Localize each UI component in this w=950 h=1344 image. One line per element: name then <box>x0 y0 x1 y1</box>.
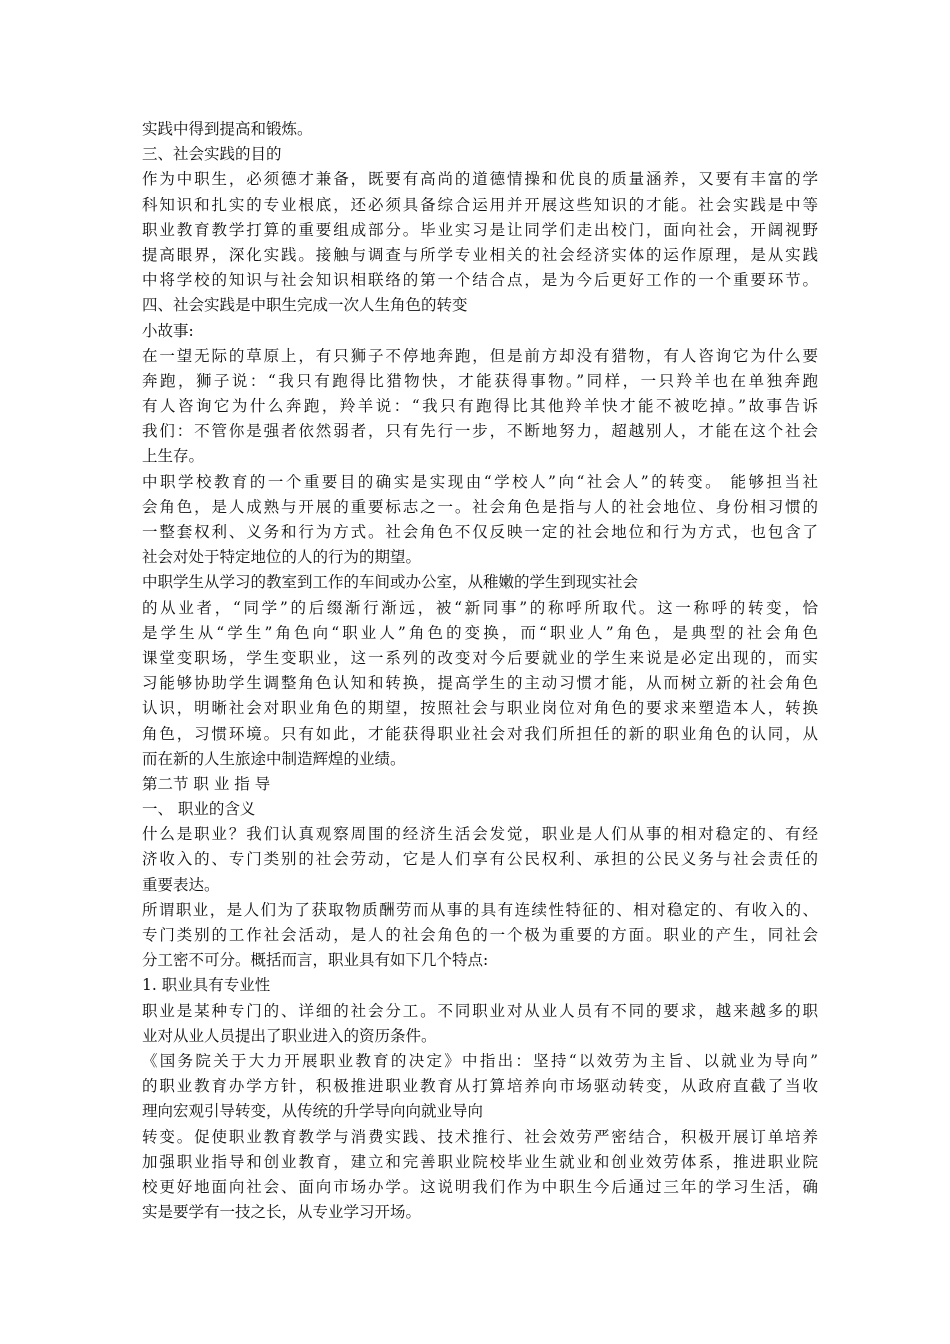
text-line: 中职学校教育的一个重要目的确实是实现由“学校人”向“社会人”的转变。 能够担当社 <box>142 472 818 491</box>
text-line: 所谓职业，是人们为了获取物质酬劳而从事的具有连续性特征的、相对稳定的、有收入的、 <box>142 900 818 919</box>
section-heading: 三、社会实践的目的 <box>142 145 282 164</box>
text-line: 《国务院关于大力开展职业教育的决定》中指出：坚持“以效劳为主旨、以就业为导向” <box>142 1051 818 1070</box>
text-line: 是学生从“学生”角色向“职业人”角色的变换，而“职业人”角色，是典型的社会角色 <box>142 623 818 642</box>
text-line: 上生存。 <box>142 447 205 466</box>
text-line: 社会对处于特定地位的人的行为的期望。 <box>142 548 422 567</box>
section-heading: 一、 职业的含义 <box>142 800 256 819</box>
text-line: 一整套权利、义务和行为方式。社会角色不仅反映一定的社会地位和行为方式，也包含了 <box>142 523 818 541</box>
text-line: 转变。促使职业教育教学与消费实践、技术推行、社会效劳严密结合，积极开展订单培养 <box>142 1127 818 1146</box>
text-line: 习能够协助学生调整角色认知和转换，提高学生的主动习惯才能，从而树立新的社会角色 <box>142 674 818 693</box>
text-line: 的职业教育办学方针，积极推进职业教育从打算培养向市场驱动转变，从政府直截了当收 <box>142 1077 818 1096</box>
text-line: 分工密不可分。概括而言，职业具有如下几个特点: <box>142 951 489 970</box>
text-line: 奔跑，狮子说：“我只有跑得比猎物快，才能获得事物。”同样，一只羚羊也在单独奔跑 <box>142 371 818 390</box>
text-line: 作为中职生，必须德才兼备，既要有高尚的道德情操和优良的质量涵养，又要有丰富的学 <box>142 170 818 189</box>
text-line: 有人咨询它为什么奔跑，羚羊说：“我只有跑得比其他羚羊快才能不被吃掉。”故事告诉 <box>142 397 818 416</box>
text-line: 加强职业指导和创业教育，建立和完善职业院校毕业生就业和创业效劳体系，推进职业院 <box>142 1152 818 1171</box>
text-line: 职业是某种专门的、详细的社会分工。不同职业对从业人员有不同的要求，越来越多的职 <box>142 1001 818 1020</box>
text-line: 实践中得到提高和锻炼。 <box>142 120 313 138</box>
text-line: 提高眼界，深化实践。接触与调查与所学专业相关的社会经济实体的运作原理，是从实践 <box>142 245 818 264</box>
text-line: 我们：不管你是强者依然弱者，只有先行一步，不断地努力，超越别人，才能在这个社会 <box>142 422 818 441</box>
text-line: 的从业者，“同学”的后缀渐行渐远，被“新同事”的称呼所取代。这一称呼的转变，恰 <box>142 598 818 617</box>
text-line: 认识，明晰社会对职业角色的期望，按照社会与职业岗位对角色的要求来塑造本人，转换 <box>142 699 818 718</box>
document-body <box>142 117 818 1225</box>
text-line: 什么是职业？我们认真观察周围的经济生活会发觉，职业是人们从事的相对稳定的、有经 <box>142 825 818 844</box>
text-line: 会角色，是人成熟与开展的重要标志之一。社会角色是指与人的社会地位、身份相习惯的 <box>142 497 818 516</box>
text-line: 中将学校的知识与社会知识相联络的第一个结合点，是为今后更好工作的一个重要环节。 <box>142 271 818 290</box>
text-line: 中职学生从学习的教室到工作的车间或办公室，从稚嫩的学生到现实社会 <box>142 573 639 592</box>
section-heading: 第二节 职 业 指 导 <box>142 774 271 793</box>
text-line: 实是要学有一技之长，从专业学习开场。 <box>142 1203 422 1222</box>
text-line: 理向宏观引导转变，从传统的升学导向向就业导向 <box>142 1102 484 1121</box>
text-line: 而在新的人生旅途中制造辉煌的业绩。 <box>142 749 406 768</box>
text-line: 科知识和扎实的专业根底，还必须具备综合运用并开展这些知识的才能。社会实践是中等 <box>142 195 818 214</box>
text-line: 重要表达。 <box>142 875 220 894</box>
text-line: 校更好地面向社会、面向市场办学。这说明我们作为中职生今后通过三年的学习生活，确 <box>142 1177 818 1196</box>
text-line: 角色，习惯环境。只有如此，才能获得职业社会对我们所担任的新的职业角色的认同，从 <box>142 724 818 743</box>
section-heading: 1. 职业具有专业性 <box>142 976 271 995</box>
text-line: 在一望无际的草原上，有只狮子不停地奔跑，但是前方却没有猎物，有人咨询它为什么要 <box>142 346 818 365</box>
text-line: 业对从业人员提出了职业进入的资历条件。 <box>142 1026 437 1045</box>
text-line: 课堂变职场，学生变职业，这一系列的改变对今后要就业的学生来说是必定出现的，而实 <box>142 648 818 667</box>
section-heading: 四、社会实践是中职生完成一次人生角色的转变 <box>142 296 468 315</box>
text-line: 济收入的、专门类别的社会劳动，它是人们享有公民权利、承担的公民义务与社会责任的 <box>142 850 818 869</box>
text-line: 小故事: <box>142 321 194 340</box>
text-line: 职业教育教学打算的重要组成部分。毕业实习是让同学们走出校门，面向社会，开阔视野 <box>142 220 818 239</box>
text-line: 专门类别的工作社会活动，是人的社会角色的一个极为重要的方面。职业的产生，同社会 <box>142 926 818 944</box>
